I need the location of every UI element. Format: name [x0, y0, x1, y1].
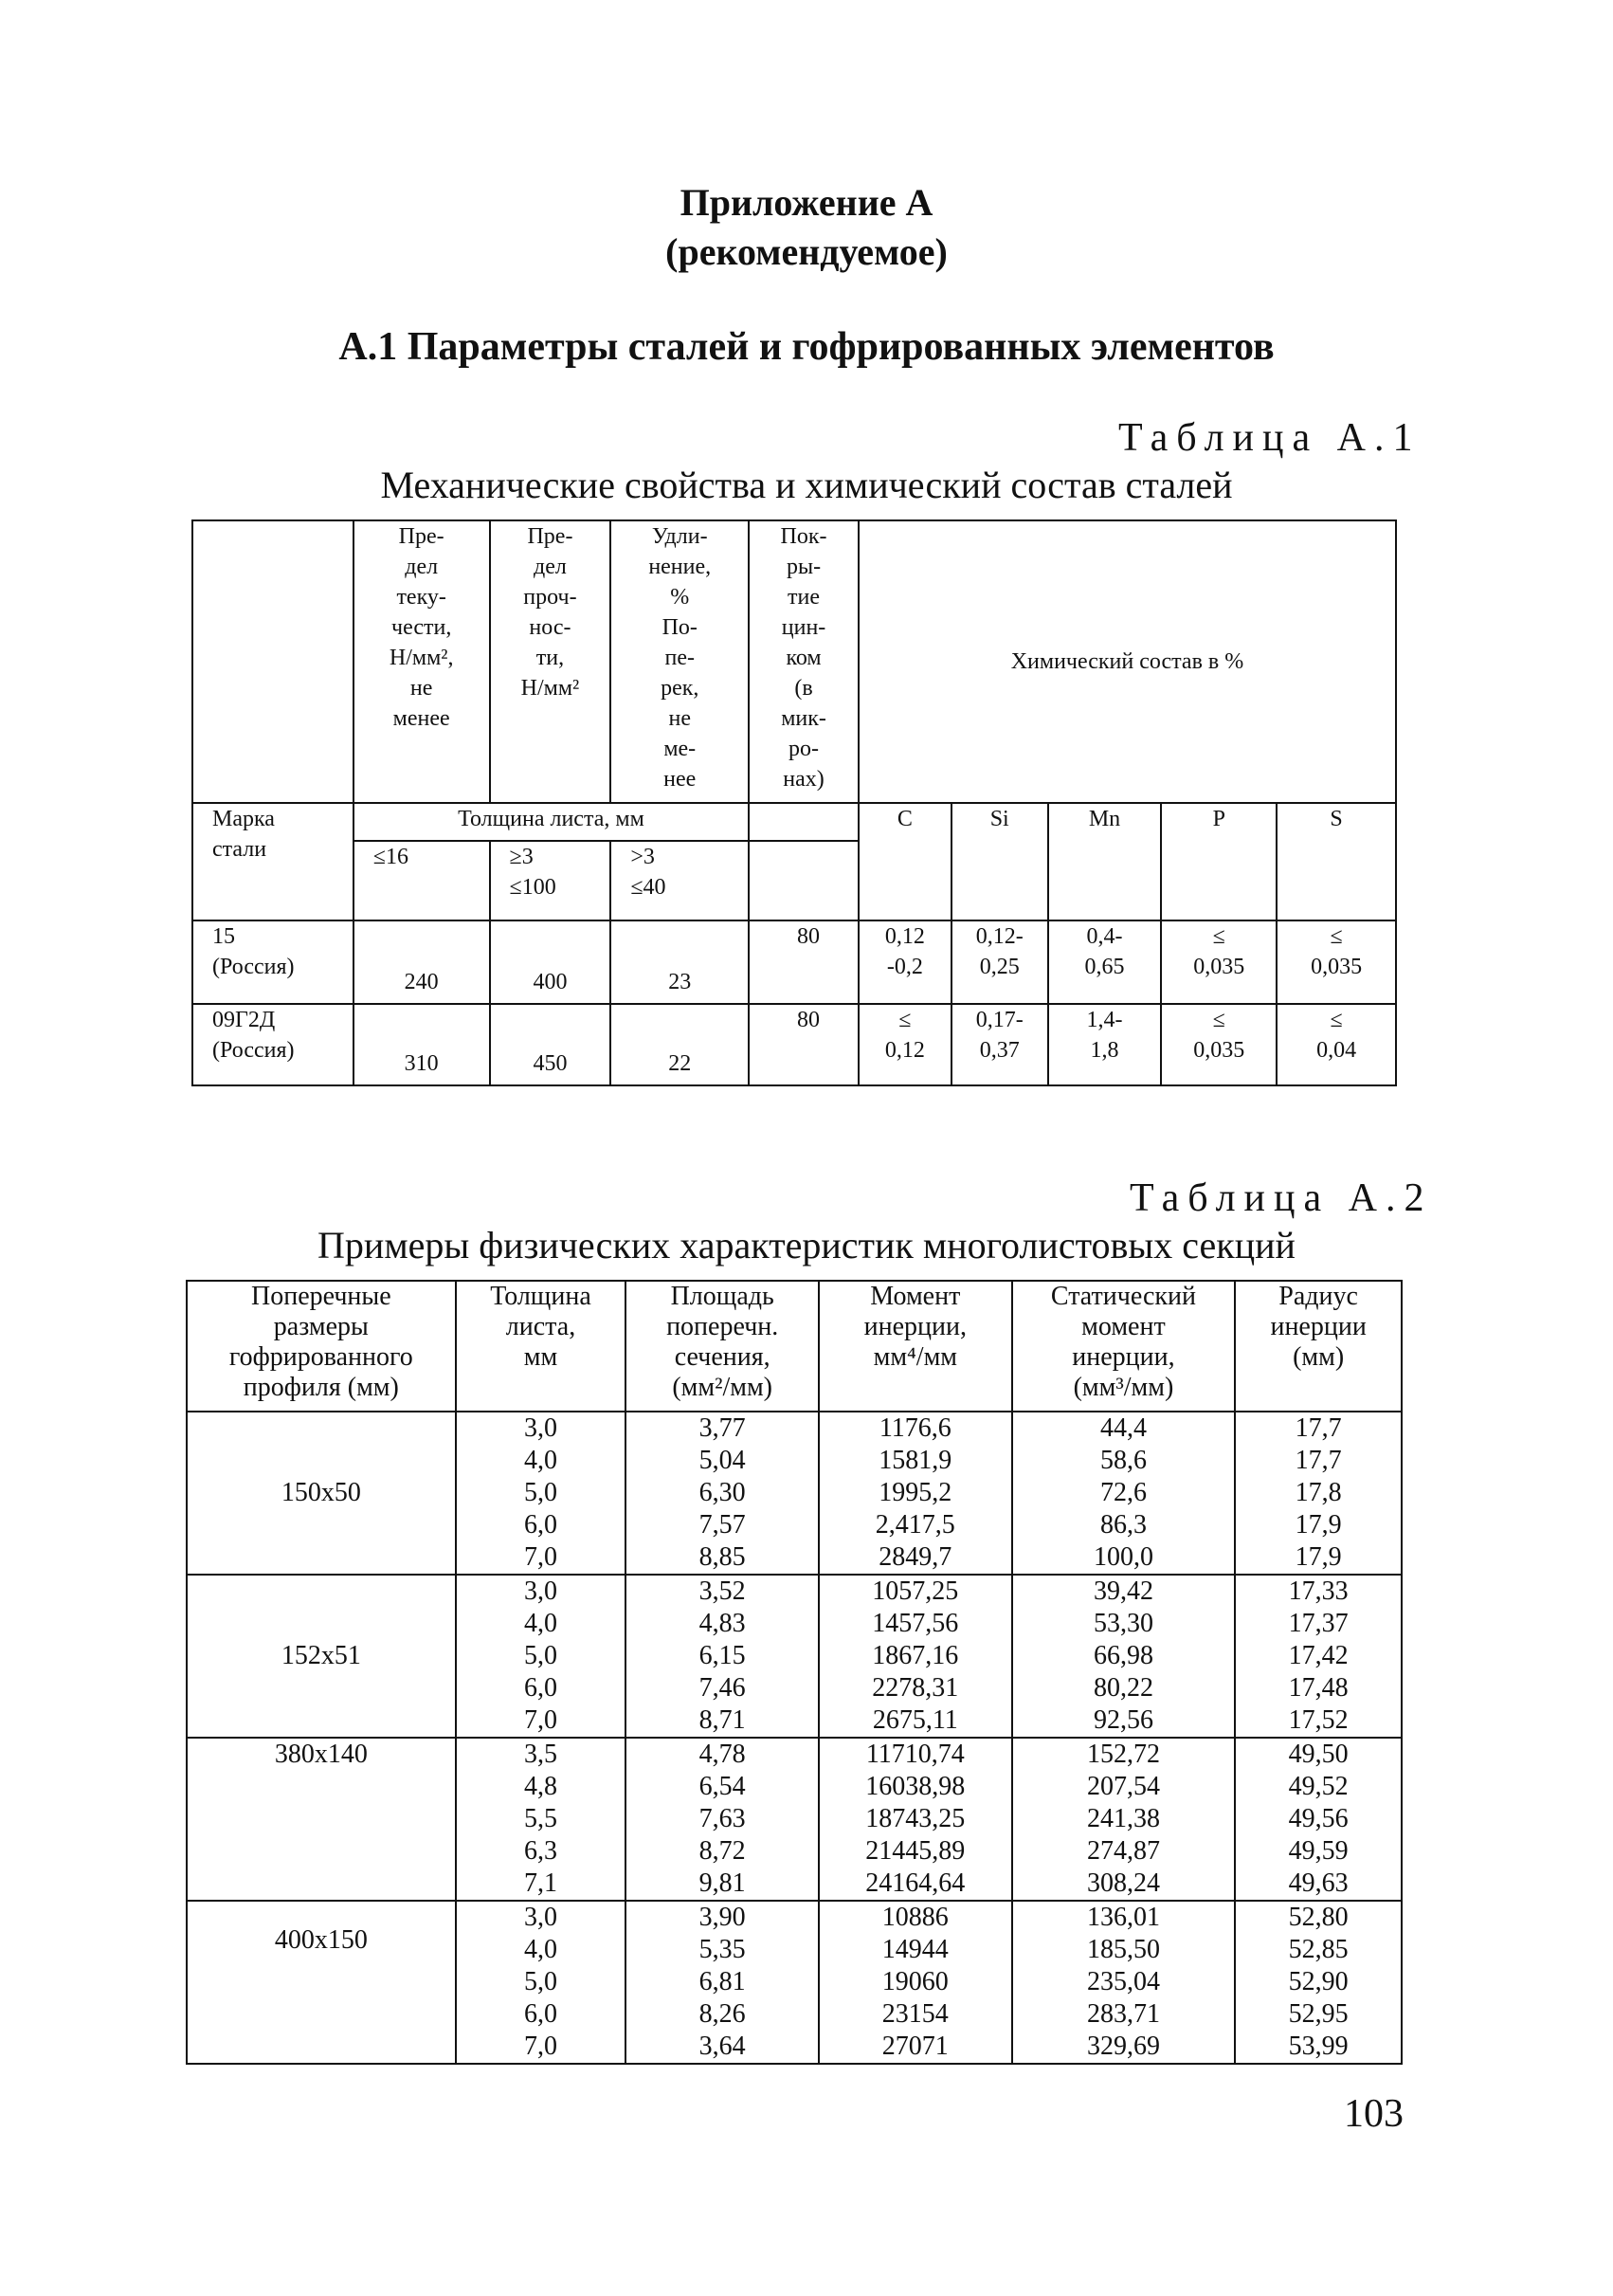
section-characteristics-table: [186, 1280, 1403, 2065]
value-line: 185,50: [1086, 1935, 1160, 1964]
value-line: 241,38: [1086, 1804, 1160, 1833]
value-line: 7,46: [698, 1673, 746, 1703]
profile-cell: 152x51: [187, 1575, 456, 1738]
value-line: 6,0: [523, 1510, 557, 1540]
header-static: Статический момент инерции, (мм³/мм): [1012, 1281, 1236, 1412]
area-cell: [625, 1738, 819, 1901]
value-line: 24164,64: [865, 1868, 966, 1898]
area-cell: [625, 1575, 819, 1738]
value-line: 5,35: [698, 1935, 746, 1964]
value-line: 53,99: [1288, 2032, 1349, 2061]
section-title: А.1 Параметры сталей и гофрированных элементов: [338, 325, 1275, 369]
value-line: 6,81: [698, 1967, 746, 1996]
table-row: [187, 1738, 1402, 1901]
strength-cell: 450: [490, 1004, 611, 1085]
table1-label: Таблица А.1: [1118, 416, 1422, 460]
strength-cell: 400: [490, 920, 611, 1004]
value-line: 4,8: [523, 1772, 557, 1801]
value-line: 49,63: [1288, 1868, 1349, 1898]
elongation-cell: 22: [610, 1004, 749, 1085]
value-line: 7,63: [698, 1804, 746, 1833]
value-line: 17,52: [1288, 1705, 1349, 1735]
value-line: 3,77: [698, 1413, 746, 1443]
radius-cell: [1235, 1575, 1402, 1738]
mn-cell: 0,4- 0,65: [1048, 920, 1162, 1004]
value-line: 6,3: [523, 1836, 557, 1866]
value-line: 1581,9: [879, 1446, 952, 1475]
elongation-cell: 23: [610, 920, 749, 1004]
value-line: 72,6: [1099, 1478, 1147, 1507]
value-line: 39,42: [1093, 1576, 1153, 1606]
value-line: 274,87: [1086, 1836, 1160, 1866]
value-line: 17,9: [1295, 1542, 1342, 1572]
value-line: 49,59: [1288, 1836, 1349, 1866]
value-line: 52,85: [1288, 1935, 1349, 1964]
value-line: 17,9: [1295, 1510, 1342, 1540]
area-cell: [625, 1412, 819, 1575]
value-line: 5,0: [523, 1478, 557, 1507]
value-line: 92,56: [1093, 1705, 1153, 1735]
header-t1: ≤16: [353, 841, 490, 920]
header-grade: Марка стали: [192, 803, 353, 920]
grade-cell: 15 (Россия): [192, 920, 353, 1004]
thickness-cell: [456, 1412, 626, 1575]
value-line: 5,04: [698, 1446, 746, 1475]
value-line: 58,6: [1099, 1446, 1147, 1475]
static-cell: [1012, 1412, 1236, 1575]
value-line: 17,33: [1288, 1576, 1349, 1606]
value-line: 11710,74: [865, 1740, 965, 1769]
blank-header-cell: [192, 520, 353, 803]
table-row: [187, 1412, 1402, 1575]
table-row: [187, 1901, 1402, 2064]
header-coating: Пок- ры- тие цин- ком (в мик- ро- нах): [749, 520, 859, 803]
profile-cell: 380x140: [187, 1738, 456, 1901]
value-line: 9,81: [698, 1868, 746, 1898]
static-cell: [1012, 1901, 1236, 2064]
value-line: 329,69: [1086, 2032, 1160, 2061]
header-radius: Радиус инерции (мм): [1235, 1281, 1402, 1412]
inertia-cell: [819, 1412, 1012, 1575]
table-row: [192, 1004, 1396, 1085]
value-line: 3,90: [698, 1903, 746, 1932]
value-line: 4,78: [698, 1740, 746, 1769]
inertia-cell: [819, 1901, 1012, 2064]
header-p: P: [1161, 803, 1277, 920]
value-line: 4,0: [523, 1609, 557, 1638]
value-line: 44,4: [1099, 1413, 1147, 1443]
appendix-title: Приложение А: [680, 181, 933, 224]
value-line: 17,7: [1295, 1446, 1342, 1475]
value-line: 17,7: [1295, 1413, 1342, 1443]
s-cell: ≤ 0,04: [1277, 1004, 1396, 1085]
grade-cell: 09Г2Д (Россия): [192, 1004, 353, 1085]
value-line: 8,72: [698, 1836, 746, 1866]
c-cell: ≤ 0,12: [859, 1004, 951, 1085]
value-line: 6,0: [523, 1999, 557, 2029]
value-line: 3,52: [698, 1576, 746, 1606]
p-cell: ≤ 0,035: [1161, 1004, 1277, 1085]
s-cell: ≤ 0,035: [1277, 920, 1396, 1004]
value-line: 1867,16: [872, 1641, 959, 1670]
value-line: 3,0: [523, 1576, 557, 1606]
value-line: 3,64: [698, 2032, 746, 2061]
value-line: 7,1: [523, 1868, 557, 1898]
si-cell: 0,17- 0,37: [951, 1004, 1048, 1085]
header-profile: Поперечные размеры гофрированного профиля (мм): [187, 1281, 456, 1412]
value-line: 283,71: [1086, 1999, 1160, 2029]
table1-title: Механические свойства и химический состав сталей: [380, 464, 1233, 506]
profile-cell: 150x50: [187, 1412, 456, 1575]
steel-properties-table: [191, 519, 1397, 1086]
blank-cell: [749, 841, 859, 920]
value-line: 14944: [881, 1935, 949, 1964]
header-t2: ≥3 ≤100: [490, 841, 611, 920]
static-cell: [1012, 1738, 1236, 1901]
value-line: 3,5: [523, 1740, 557, 1769]
c-cell: 0,12 -0,2: [859, 920, 951, 1004]
value-line: 7,0: [523, 1705, 557, 1735]
value-line: 5,5: [523, 1804, 557, 1833]
header-elongation: Удли- нение, % По- пе- рек, не ме- нее: [610, 520, 749, 803]
radius-cell: [1235, 1901, 1402, 2064]
radius-cell: [1235, 1738, 1402, 1901]
value-line: 17,42: [1288, 1641, 1349, 1670]
value-line: 53,30: [1093, 1609, 1153, 1638]
value-line: 17,37: [1288, 1609, 1349, 1638]
value-line: 10886: [881, 1903, 949, 1932]
value-line: 17,48: [1288, 1673, 1349, 1703]
value-line: 5,0: [523, 1967, 557, 1996]
value-line: 49,56: [1288, 1804, 1349, 1833]
value-line: 19060: [881, 1967, 949, 1996]
value-line: 308,24: [1086, 1868, 1160, 1898]
value-line: 16038,98: [865, 1772, 966, 1801]
value-line: 2675,11: [872, 1705, 958, 1735]
value-line: 52,80: [1288, 1903, 1349, 1932]
yield-cell: 310: [353, 1004, 490, 1085]
header-s: S: [1277, 803, 1396, 920]
value-line: 1995,2: [879, 1478, 952, 1507]
value-line: 2,417,5: [875, 1510, 955, 1540]
value-line: 8,26: [698, 1999, 746, 2029]
value-line: 1176,6: [879, 1413, 951, 1443]
header-area: Площадь поперечн. сечения, (мм²/мм): [625, 1281, 819, 1412]
table-row: [192, 920, 1396, 1004]
value-line: 66,98: [1093, 1641, 1153, 1670]
value-line: 6,54: [698, 1772, 746, 1801]
value-line: 6,30: [698, 1478, 746, 1507]
header-mn: Mn: [1048, 803, 1162, 920]
header-c: C: [859, 803, 951, 920]
yield-cell: 240: [353, 920, 490, 1004]
blank-cell: [749, 803, 859, 841]
si-cell: 0,12- 0,25: [951, 920, 1048, 1004]
value-line: 23154: [881, 1999, 949, 2029]
value-line: 21445,89: [865, 1836, 966, 1866]
coating-cell: 80: [749, 920, 859, 1004]
value-line: 49,52: [1288, 1772, 1349, 1801]
header-thickness: Толщина листа, мм: [353, 803, 749, 841]
inertia-cell: [819, 1738, 1012, 1901]
value-line: 8,71: [698, 1705, 746, 1735]
area-cell: [625, 1901, 819, 2064]
value-line: 4,0: [523, 1446, 557, 1475]
value-line: 6,0: [523, 1673, 557, 1703]
mn-cell: 1,4- 1,8: [1048, 1004, 1162, 1085]
value-line: 6,15: [698, 1641, 746, 1670]
inertia-cell: [819, 1575, 1012, 1738]
appendix-subtitle: (рекомендуемое): [665, 230, 948, 273]
coating-cell: 80: [749, 1004, 859, 1085]
value-line: 52,90: [1288, 1967, 1349, 1996]
header-thickness: Толщина листа, мм: [456, 1281, 626, 1412]
table2-label: Таблица А.2: [1130, 1176, 1433, 1220]
table-row: [187, 1575, 1402, 1738]
value-line: 4,83: [698, 1609, 746, 1638]
value-line: 5,0: [523, 1641, 557, 1670]
value-line: 7,0: [523, 2032, 557, 2061]
value-line: 86,3: [1099, 1510, 1147, 1540]
value-line: 2278,31: [872, 1673, 959, 1703]
value-line: 49,50: [1288, 1740, 1349, 1769]
header-strength: Пре- дел проч- нос- ти, Н/мм²: [490, 520, 611, 803]
value-line: 235,04: [1086, 1967, 1160, 1996]
value-line: 136,01: [1086, 1903, 1160, 1932]
value-line: 18743,25: [865, 1804, 966, 1833]
value-line: 152,72: [1086, 1740, 1160, 1769]
value-line: 1057,25: [872, 1576, 959, 1606]
thickness-cell: [456, 1901, 626, 2064]
thickness-cell: [456, 1575, 626, 1738]
value-line: 7,0: [523, 1542, 557, 1572]
page-number: 103: [1344, 2092, 1404, 2136]
value-line: 80,22: [1093, 1673, 1153, 1703]
value-line: 1457,56: [872, 1609, 959, 1638]
header-inertia: Момент инерции, мм⁴/мм: [819, 1281, 1012, 1412]
value-line: 3,0: [523, 1413, 557, 1443]
value-line: 52,95: [1288, 1999, 1349, 2029]
profile-cell: 400x150: [187, 1901, 456, 2064]
value-line: 207,54: [1086, 1772, 1160, 1801]
p-cell: ≤ 0,035: [1161, 920, 1277, 1004]
value-line: 27071: [881, 2032, 949, 2061]
radius-cell: [1235, 1412, 1402, 1575]
value-line: 8,85: [698, 1542, 746, 1572]
value-line: 3,0: [523, 1903, 557, 1932]
value-line: 4,0: [523, 1935, 557, 1964]
value-line: 17,8: [1295, 1478, 1342, 1507]
value-line: 7,57: [698, 1510, 746, 1540]
header-t3: >3 ≤40: [610, 841, 749, 920]
header-chemical: Химический состав в %: [859, 520, 1396, 803]
header-yield: Пре- дел теку- чести, Н/мм², не менее: [353, 520, 490, 803]
thickness-cell: [456, 1738, 626, 1901]
static-cell: [1012, 1575, 1236, 1738]
table2-title: Примеры физических характеристик многолистовых секций: [317, 1224, 1296, 1266]
value-line: 100,0: [1093, 1542, 1153, 1572]
header-si: Si: [951, 803, 1048, 920]
value-line: 2849,7: [879, 1542, 952, 1572]
